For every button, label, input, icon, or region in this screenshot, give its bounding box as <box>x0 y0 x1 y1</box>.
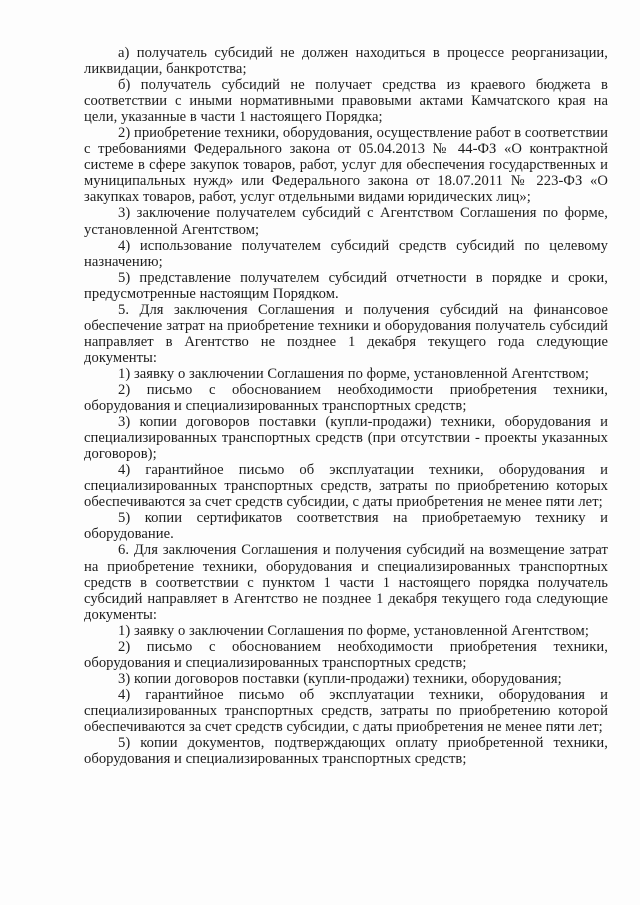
clause-6-item-2: 2) письмо с обоснованием необходимости приобретения техники, оборудования и специализированных транспортных средств; <box>84 638 608 671</box>
clause-6-item-4: 4) гарантийное письмо об эксплуатации техники, оборудования и специализированных транспортных средств, затраты по приобретению которой обеспечиваются за счет средств субсидии, с даты приобретения не менее пяти лет; <box>84 686 608 735</box>
paragraph-b-no-regional-funds: б) получатель субсидий не получает средства из краевого бюджета в соответствии с иными нормативными правовыми актами Камчатского края на цели, указанные в части 1 настоящего Порядка; <box>84 77 608 126</box>
clause-5-item-4: 4) гарантийное письмо об эксплуатации техники, оборудования и специализированных транспортных средств, затраты по приобретению которых обеспечиваются за счет средств субсидии, с даты приобретения не менее пяти лет; <box>84 462 608 511</box>
clause-6-item-5: 5) копии документов, подтверждающих оплату приобретенной техники, оборудования и специализированных транспортных средств; <box>84 735 608 768</box>
clause-5-financing-documents: 5. Для заключения Соглашения и получения субсидий на финансовое обеспечение затрат на приобретение техники и оборудования получатель субсидий направляет в Агентство не позднее 1 декабря текущего года следующие документы: <box>84 301 608 366</box>
paragraph-a-no-reorganization: а) получатель субсидий не должен находиться в процессе реорганизации, ликвидации, банкротства; <box>84 45 608 78</box>
paragraph-3-agreement: 3) заключение получателем субсидий с Агентством Соглашения по форме, установленной Агентством; <box>84 205 608 238</box>
clause-6-item-1: 1) заявку о заключении Соглашения по форме, установленной Агентством; <box>118 622 589 639</box>
clause-5-item-3: 3) копии договоров поставки (купли-продажи) техники, оборудования и специализированных транспортных средств (при отсутствии - проекты указанных договоров); <box>84 414 608 463</box>
clause-6-reimbursement-documents: 6. Для заключения Соглашения и получения субсидий на возмещение затрат на приобретение техники, оборудования и специализированных транспортных средств в соответствии с пунктом 1 части 1 настоящего порядка получатель субсидий направляет в Агентство не позднее 1 декабря текущего года следующие документы: <box>84 542 608 623</box>
clause-5-item-1: 1) заявку о заключении Соглашения по форме, установленной Агентством; <box>118 365 589 382</box>
clause-5-item-2: 2) письмо с обоснованием необходимости приобретения техники, оборудования и специализированных транспортных средств; <box>84 381 608 415</box>
paragraph-5-reporting: 5) представление получателем субсидий отчетности в порядке и сроки, предусмотренные настоящим Порядком. <box>84 269 608 302</box>
paragraph-2-procurement-law: 2) приобретение техники, оборудования, осуществление работ в соответствии с требованиями Федерального закона от 05.04.2013 № 44-ФЗ «О контрактной системе в сфере закупок товаров, работ, услуг для обеспечения государственных и муниципальных нужд» или Федерального закона от 18.07.2011 № 223-ФЗ «О закупках товаров, работ, услуг отдельными видами юридических лиц»; <box>84 125 608 206</box>
document-body <box>84 45 608 767</box>
paragraph-4-targeted-use: 4) использование получателем субсидий средств субсидий по целевому назначению; <box>84 237 608 270</box>
clause-6-item-3: 3) копии договоров поставки (купли-продажи) техники, оборудования; <box>118 670 562 687</box>
clause-5-item-5: 5) копии сертификатов соответствия на приобретаемую технику и оборудование. <box>84 510 608 543</box>
